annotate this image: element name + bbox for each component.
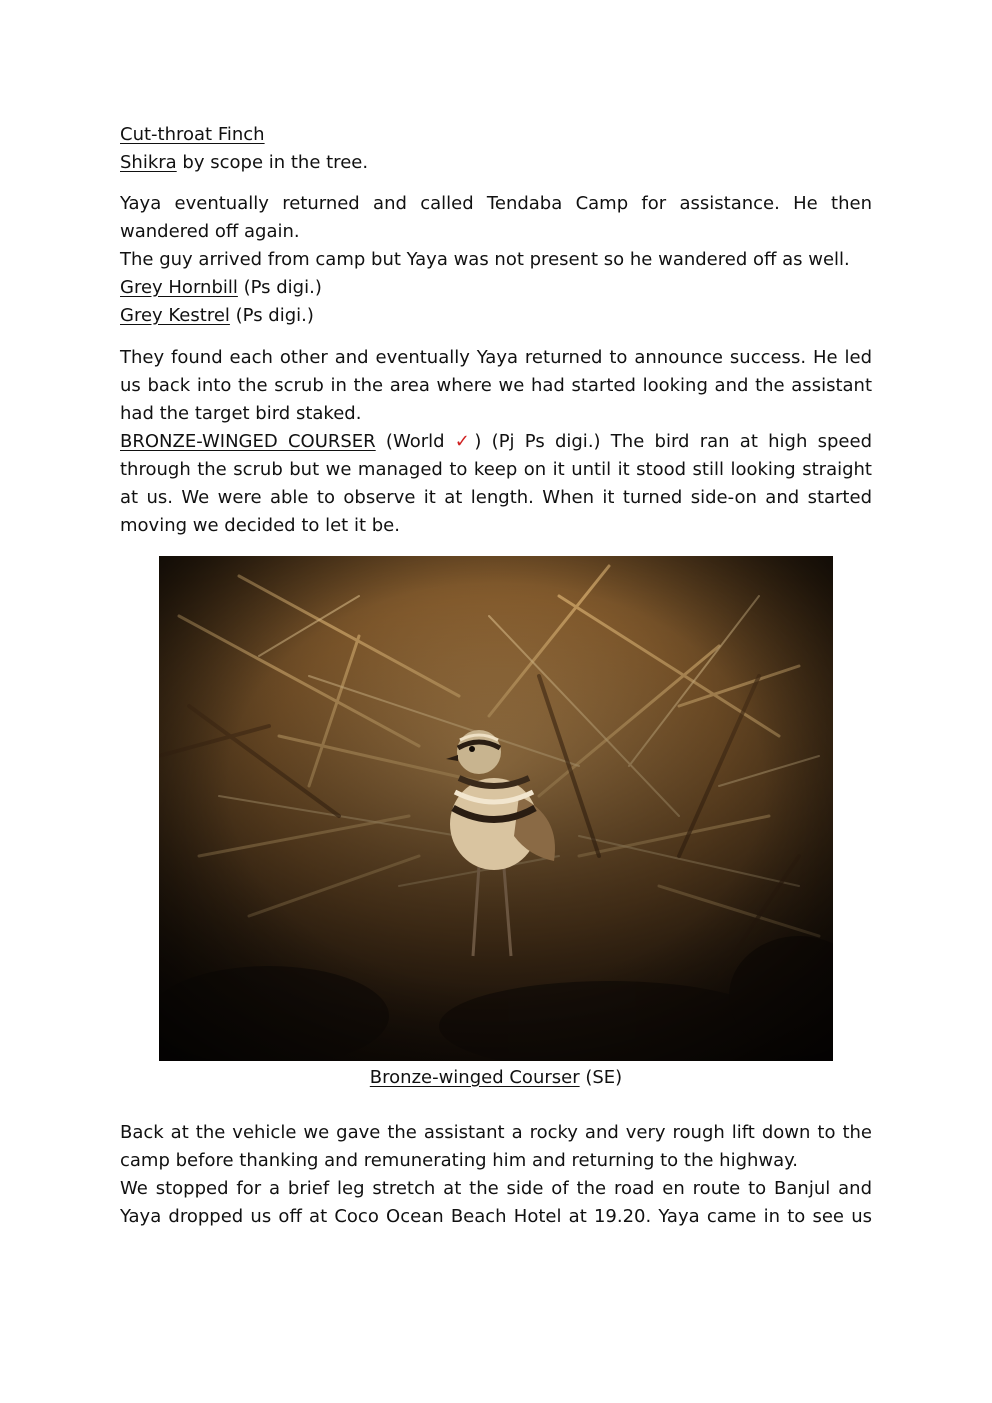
species-note: (Ps digi.) [229,305,314,326]
species-note: (World [375,431,455,452]
text-line: camp before thanking and remunerating him and returning to the highway. [120,1150,798,1171]
bronze-winged-courser-photo [159,556,833,1061]
checkmark-icon: ✓ [454,431,475,452]
photo-caption [0,1064,992,1092]
text-line: had the target bird staked. [120,403,362,424]
text-line: We stopped for a brief leg stretch at the side of the road en route to Banjul and [120,1178,872,1199]
text-line: us back into the scrub in the area where we had started looking and the assistant [120,375,872,396]
text-line: Back at the vehicle we gave the assistant a rocky and very rough lift down to the [120,1122,872,1143]
species-link-shikra: Shikra [120,152,177,173]
text-line: through the scrub but we managed to keep on it until it stood still looking straight [120,459,872,480]
text-line: wandered off again. [120,221,300,242]
paragraph-return-to-vehicle [120,1119,872,1231]
text-line: Yaya eventually returned and called Tendaba Camp for assistance. He then [120,193,872,214]
species-note: by scope in the tree. [176,152,369,173]
species-list-top [120,121,872,177]
paragraph-courser-found [120,344,872,540]
text-line: The guy arrived from camp but Yaya was not present so he wandered off as well. [120,249,850,270]
text-line [120,149,872,177]
species-link-bronze-winged-courser: BRONZE-WINGED COURSER [120,431,376,452]
caption-species-name: Bronze-winged Courser [369,1067,580,1088]
text-line: moving we decided to let it be. [120,515,400,536]
text-line [120,302,872,330]
text-line: They found each other and eventually Yaya returned to announce success. He led [120,347,872,368]
text-line [120,274,872,302]
species-link-grey-hornbill: Grey Hornbill [120,277,238,298]
text-line: at us. We were able to observe it at length. When it turned side-on and started [120,487,872,508]
text-line [120,121,872,149]
text-line [120,428,872,456]
paragraph-yaya-returned [120,190,872,330]
species-note: (Ps digi.) [237,277,322,298]
species-link-cut-throat-finch: Cut-throat Finch [120,124,265,145]
text-line: Yaya dropped us off at Coco Ocean Beach Hotel at 19.20. Yaya came in to see us [120,1206,872,1227]
species-link-grey-kestrel: Grey Kestrel [120,305,230,326]
species-note: ) (Pj Ps digi.) The bird ran at high speed [474,431,872,452]
caption-credit: (SE) [579,1067,623,1088]
